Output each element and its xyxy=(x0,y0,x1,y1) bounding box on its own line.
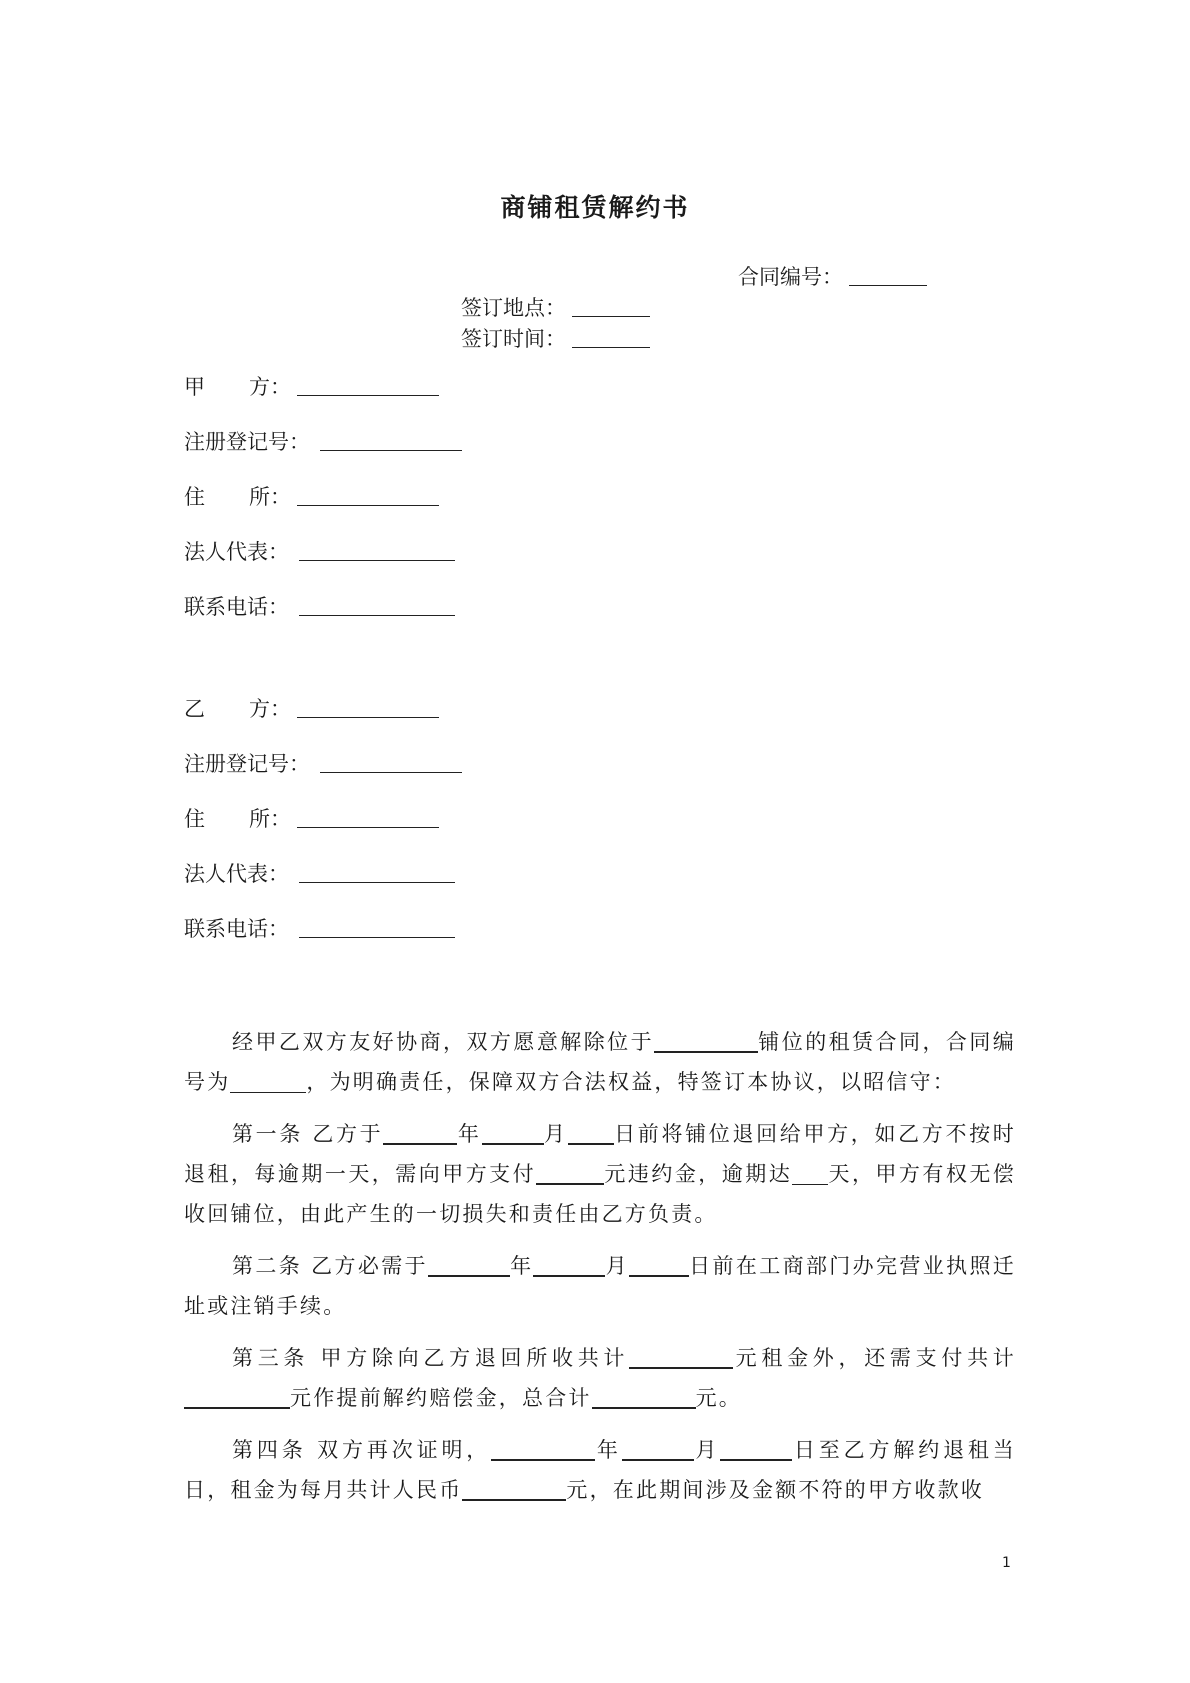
intro-text-2: 铺位的租赁合同，合同编号为 xyxy=(184,1030,1016,1094)
contract-no-blank[interactable] xyxy=(849,263,927,286)
intro-text-1: 经甲乙双方友好协商，双方愿意解除位于 xyxy=(232,1030,655,1054)
total-amount-blank[interactable] xyxy=(592,1381,696,1409)
article-4-text-1: 第四条 双方再次证明， xyxy=(232,1438,492,1462)
article-2-year-blank[interactable] xyxy=(428,1249,510,1277)
sign-time-label: 签订时间： xyxy=(461,327,566,351)
article-3-text-1: 第三条 甲方除向乙方退回所收共计 xyxy=(232,1346,630,1370)
monthly-rent-blank[interactable] xyxy=(462,1473,566,1501)
article-2-month-blank[interactable] xyxy=(533,1249,605,1277)
article-3 xyxy=(184,1338,1016,1418)
party-a-name-label-1: 甲 xyxy=(184,375,205,399)
party-a-rep-blank[interactable] xyxy=(299,538,455,561)
compensation-blank[interactable] xyxy=(184,1381,290,1409)
party-a-phone-blank[interactable] xyxy=(299,593,455,616)
party-b-phone-blank[interactable] xyxy=(299,915,455,938)
party-b-address-field xyxy=(184,804,439,834)
party-b-address-label-2: 所： xyxy=(249,807,291,831)
party-b-rep-field xyxy=(184,859,455,889)
article-3-text-2: 元租金外，还需支付共计 xyxy=(733,1346,1016,1370)
party-a-reg-field xyxy=(184,427,462,457)
party-b-name-field xyxy=(184,694,439,724)
sign-place-blank[interactable] xyxy=(572,294,650,317)
sign-place-label: 签订地点： xyxy=(461,296,566,320)
party-a-address-label-2: 所： xyxy=(249,485,291,509)
party-a-phone-field xyxy=(184,592,455,622)
intro-text-3: ，为明确责任，保障双方合法权益，特签订本协议，以昭信守： xyxy=(306,1070,957,1094)
article-1-year-blank[interactable] xyxy=(383,1117,457,1145)
contract-no-field xyxy=(738,262,927,292)
article-4-year-blank[interactable] xyxy=(491,1433,595,1461)
party-a-reg-label: 注册登记号： xyxy=(184,430,310,454)
article-4-month-label: 月 xyxy=(693,1438,721,1462)
party-a-address-field xyxy=(184,482,439,512)
party-a-reg-blank[interactable] xyxy=(320,428,462,451)
article-1-month-blank[interactable] xyxy=(482,1117,544,1145)
party-b-rep-label: 法人代表： xyxy=(184,862,289,886)
article-2 xyxy=(184,1246,1016,1326)
article-1-text-1: 第一条 乙方于 xyxy=(232,1122,384,1146)
article-2-text-2: 日前在工商部门办完营业执照迁址或注销手续。 xyxy=(184,1254,1017,1318)
party-a-address-label-1: 住 xyxy=(184,485,205,509)
article-2-year-label: 年 xyxy=(509,1254,534,1278)
article-3-text-3: 元作提前解约赔偿金，总合计 xyxy=(290,1386,592,1410)
article-1 xyxy=(184,1114,1016,1234)
party-b-name-blank[interactable] xyxy=(297,695,439,718)
contract-number-blank[interactable] xyxy=(230,1066,306,1093)
article-1-text-4: 天，甲方有权无偿收回铺位，由此产生的一切损失和责任由乙方负责。 xyxy=(184,1162,1016,1226)
sign-time-field xyxy=(461,324,650,354)
party-b-reg-field xyxy=(184,749,462,779)
party-b-phone-field xyxy=(184,914,455,944)
article-1-day-blank[interactable] xyxy=(568,1117,614,1145)
party-b-reg-blank[interactable] xyxy=(320,750,462,773)
refund-rent-blank[interactable] xyxy=(629,1341,733,1369)
party-b-rep-blank[interactable] xyxy=(299,860,455,883)
article-4-year-label: 年 xyxy=(595,1438,622,1462)
article-4-month-blank[interactable] xyxy=(622,1433,694,1461)
intro-paragraph xyxy=(184,1022,1016,1102)
party-b-address-label-1: 住 xyxy=(184,807,205,831)
page-number: 1 xyxy=(1002,1555,1011,1571)
shop-location-blank[interactable] xyxy=(654,1025,758,1053)
party-a-name-blank[interactable] xyxy=(297,373,439,396)
party-a-rep-label: 法人代表： xyxy=(184,540,289,564)
article-2-day-blank[interactable] xyxy=(629,1249,689,1277)
document-title: 商铺租赁解约书 xyxy=(500,193,690,222)
party-b-reg-label: 注册登记号： xyxy=(184,752,310,776)
party-a-name-label-2: 方： xyxy=(249,375,291,399)
party-b-name-label-1: 乙 xyxy=(184,697,205,721)
article-2-text-1: 第二条 乙方必需于 xyxy=(232,1254,428,1278)
article-4-text-3: 元，在此期间涉及金额不符的甲方收款收 xyxy=(566,1478,985,1502)
party-a-name-field xyxy=(184,372,439,402)
article-1-year-label: 年 xyxy=(457,1122,482,1146)
sign-time-blank[interactable] xyxy=(572,325,650,348)
article-1-text-2: 日前将铺位退回给甲方，如乙方不按时退租，每逾期一天，需向甲方支付 xyxy=(184,1122,1016,1186)
article-4-day-blank[interactable] xyxy=(720,1433,792,1461)
article-4-text-2: 日至乙方解约退租当日，租金为每月共计人民币 xyxy=(184,1438,1016,1502)
party-b-name-label-2: 方： xyxy=(249,697,291,721)
agreement-body xyxy=(184,1022,1016,1522)
overdue-days-blank[interactable] xyxy=(792,1158,828,1185)
penalty-amount-blank[interactable] xyxy=(536,1157,604,1185)
article-1-month-label: 月 xyxy=(543,1122,568,1146)
article-4 xyxy=(184,1430,1016,1510)
contract-no-label: 合同编号： xyxy=(738,265,843,289)
party-b-address-blank[interactable] xyxy=(297,805,439,828)
sign-place-field xyxy=(461,293,650,323)
party-a-phone-label: 联系电话： xyxy=(184,595,289,619)
article-3-text-4: 元。 xyxy=(695,1386,743,1410)
party-a-rep-field xyxy=(184,537,455,567)
party-b-phone-label: 联系电话： xyxy=(184,917,289,941)
article-1-text-3: 元违约金，逾期达 xyxy=(604,1162,793,1186)
party-a-address-blank[interactable] xyxy=(297,483,439,506)
article-2-month-label: 月 xyxy=(605,1254,629,1278)
